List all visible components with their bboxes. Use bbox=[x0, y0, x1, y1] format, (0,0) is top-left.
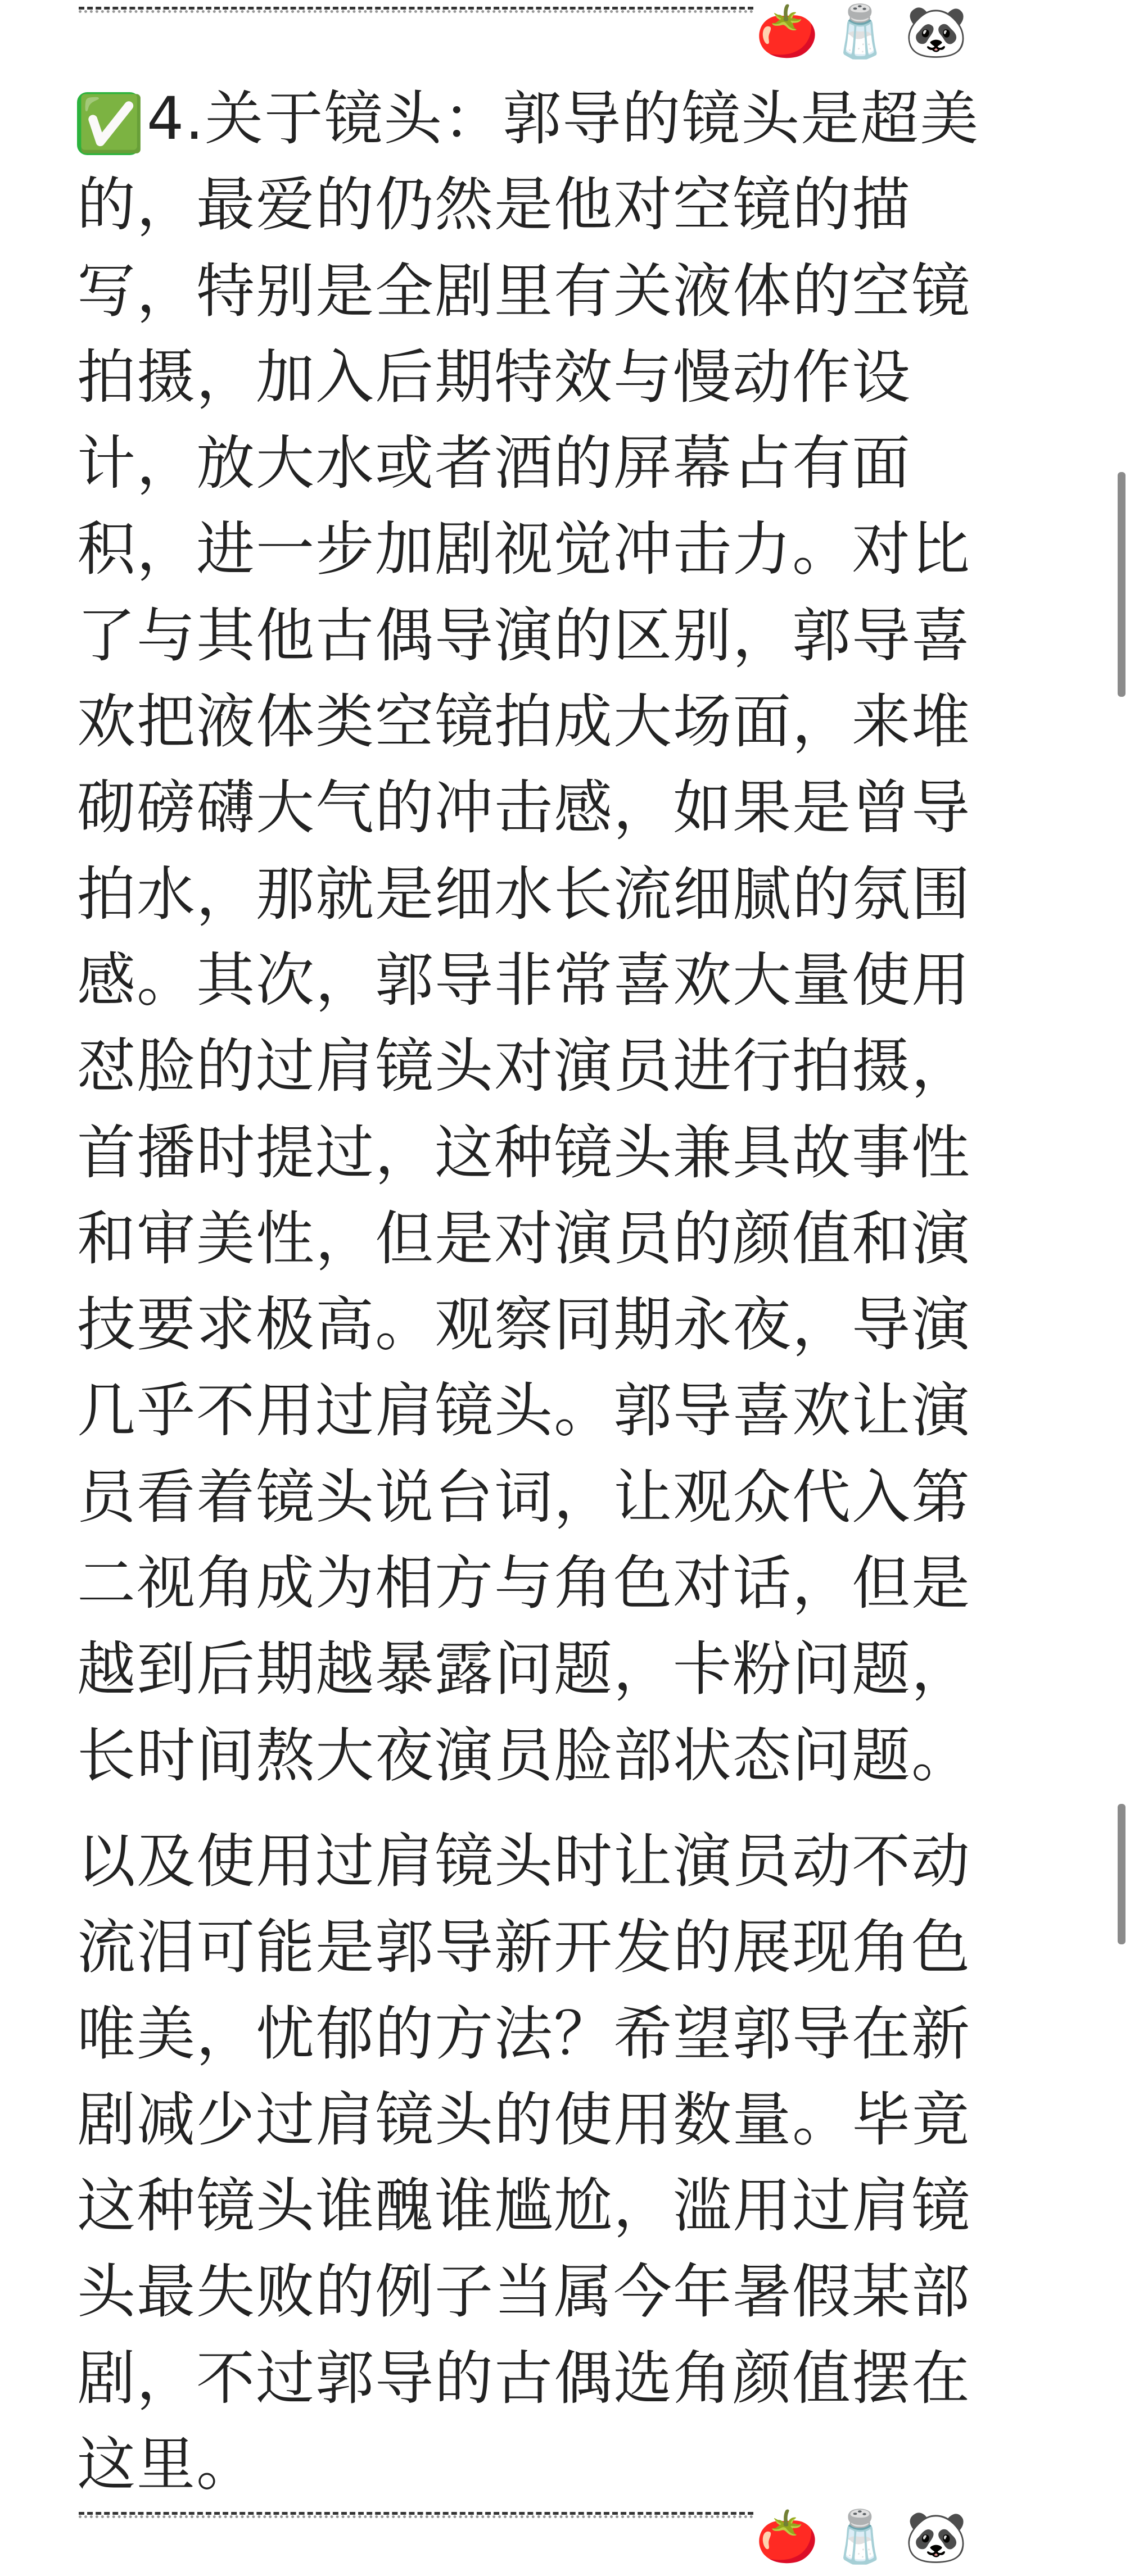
bottom-divider bbox=[79, 2507, 1068, 2574]
panda-icon: 🐼 bbox=[904, 2, 968, 61]
top-divider bbox=[79, 2, 1068, 69]
dashed-line bbox=[79, 7, 753, 10]
paragraph-over-shoulder bbox=[77, 1818, 1005, 2507]
dashed-line bbox=[79, 2512, 753, 2515]
paragraph-camera-review-text: 4.关于镜头：郭导的镜头是超美的，最爱的仍然是他对空镜的描写，特别是全剧里有关液体的空镜拍摄，加入后期特效与慢动作设计，放大水或者酒的屏幕占有面积，进一步加剧视觉冲击力。对比了与其他古偶导演的区别，郭导喜欢把液体类空镜拍成大场面，来堆砌磅礴大气的冲击感，如果是曾导拍水，那就是细水长流细腻的氛围感。其次，郭导非常喜欢大量使用怼脸的过肩镜头对演员进行拍摄，首播时提过，这种镜头兼具故事性和审美性，但是对演员的颜值和演技要求极高。观察同期永夜，导演几乎不用过肩镜头。郭导喜欢让演员看着镜头说台词，让观众代入第二视角成为相方与角色对话，但是越到后期越暴露问题，卡粉问题，长时间熬大夜演员脸部状态问题。 bbox=[77, 84, 980, 1790]
check-mark-icon: ✅ bbox=[77, 92, 146, 155]
paragraph-camera-review bbox=[77, 76, 1005, 1799]
tomato-icon: 🍅 bbox=[755, 2, 819, 61]
panda-icon: 🐼 bbox=[904, 2507, 968, 2566]
tomato-icon: 🍅 bbox=[755, 2507, 819, 2566]
salt-shaker-icon: 🧂 bbox=[828, 2507, 892, 2566]
paragraph-over-shoulder-text: 以及使用过肩镜头时让演员动不动流泪可能是郭导新开发的展现角色唯美，忧郁的方法？希望郭导在新剧减少过肩镜头的使用数量。毕竟这种镜头谁醜谁尴尬，滥用过肩镜头最失败的例子当属今年暑假某部剧，不过郭导的古偶选角颜值摆在这里。 bbox=[77, 1827, 971, 2499]
dotted-line bbox=[79, 10, 753, 13]
salt-shaker-icon: 🧂 bbox=[828, 2, 892, 61]
dotted-line bbox=[79, 2515, 753, 2518]
scrollbar-thumb[interactable] bbox=[1118, 472, 1126, 697]
scrollbar-thumb-lower[interactable] bbox=[1118, 1804, 1126, 1944]
